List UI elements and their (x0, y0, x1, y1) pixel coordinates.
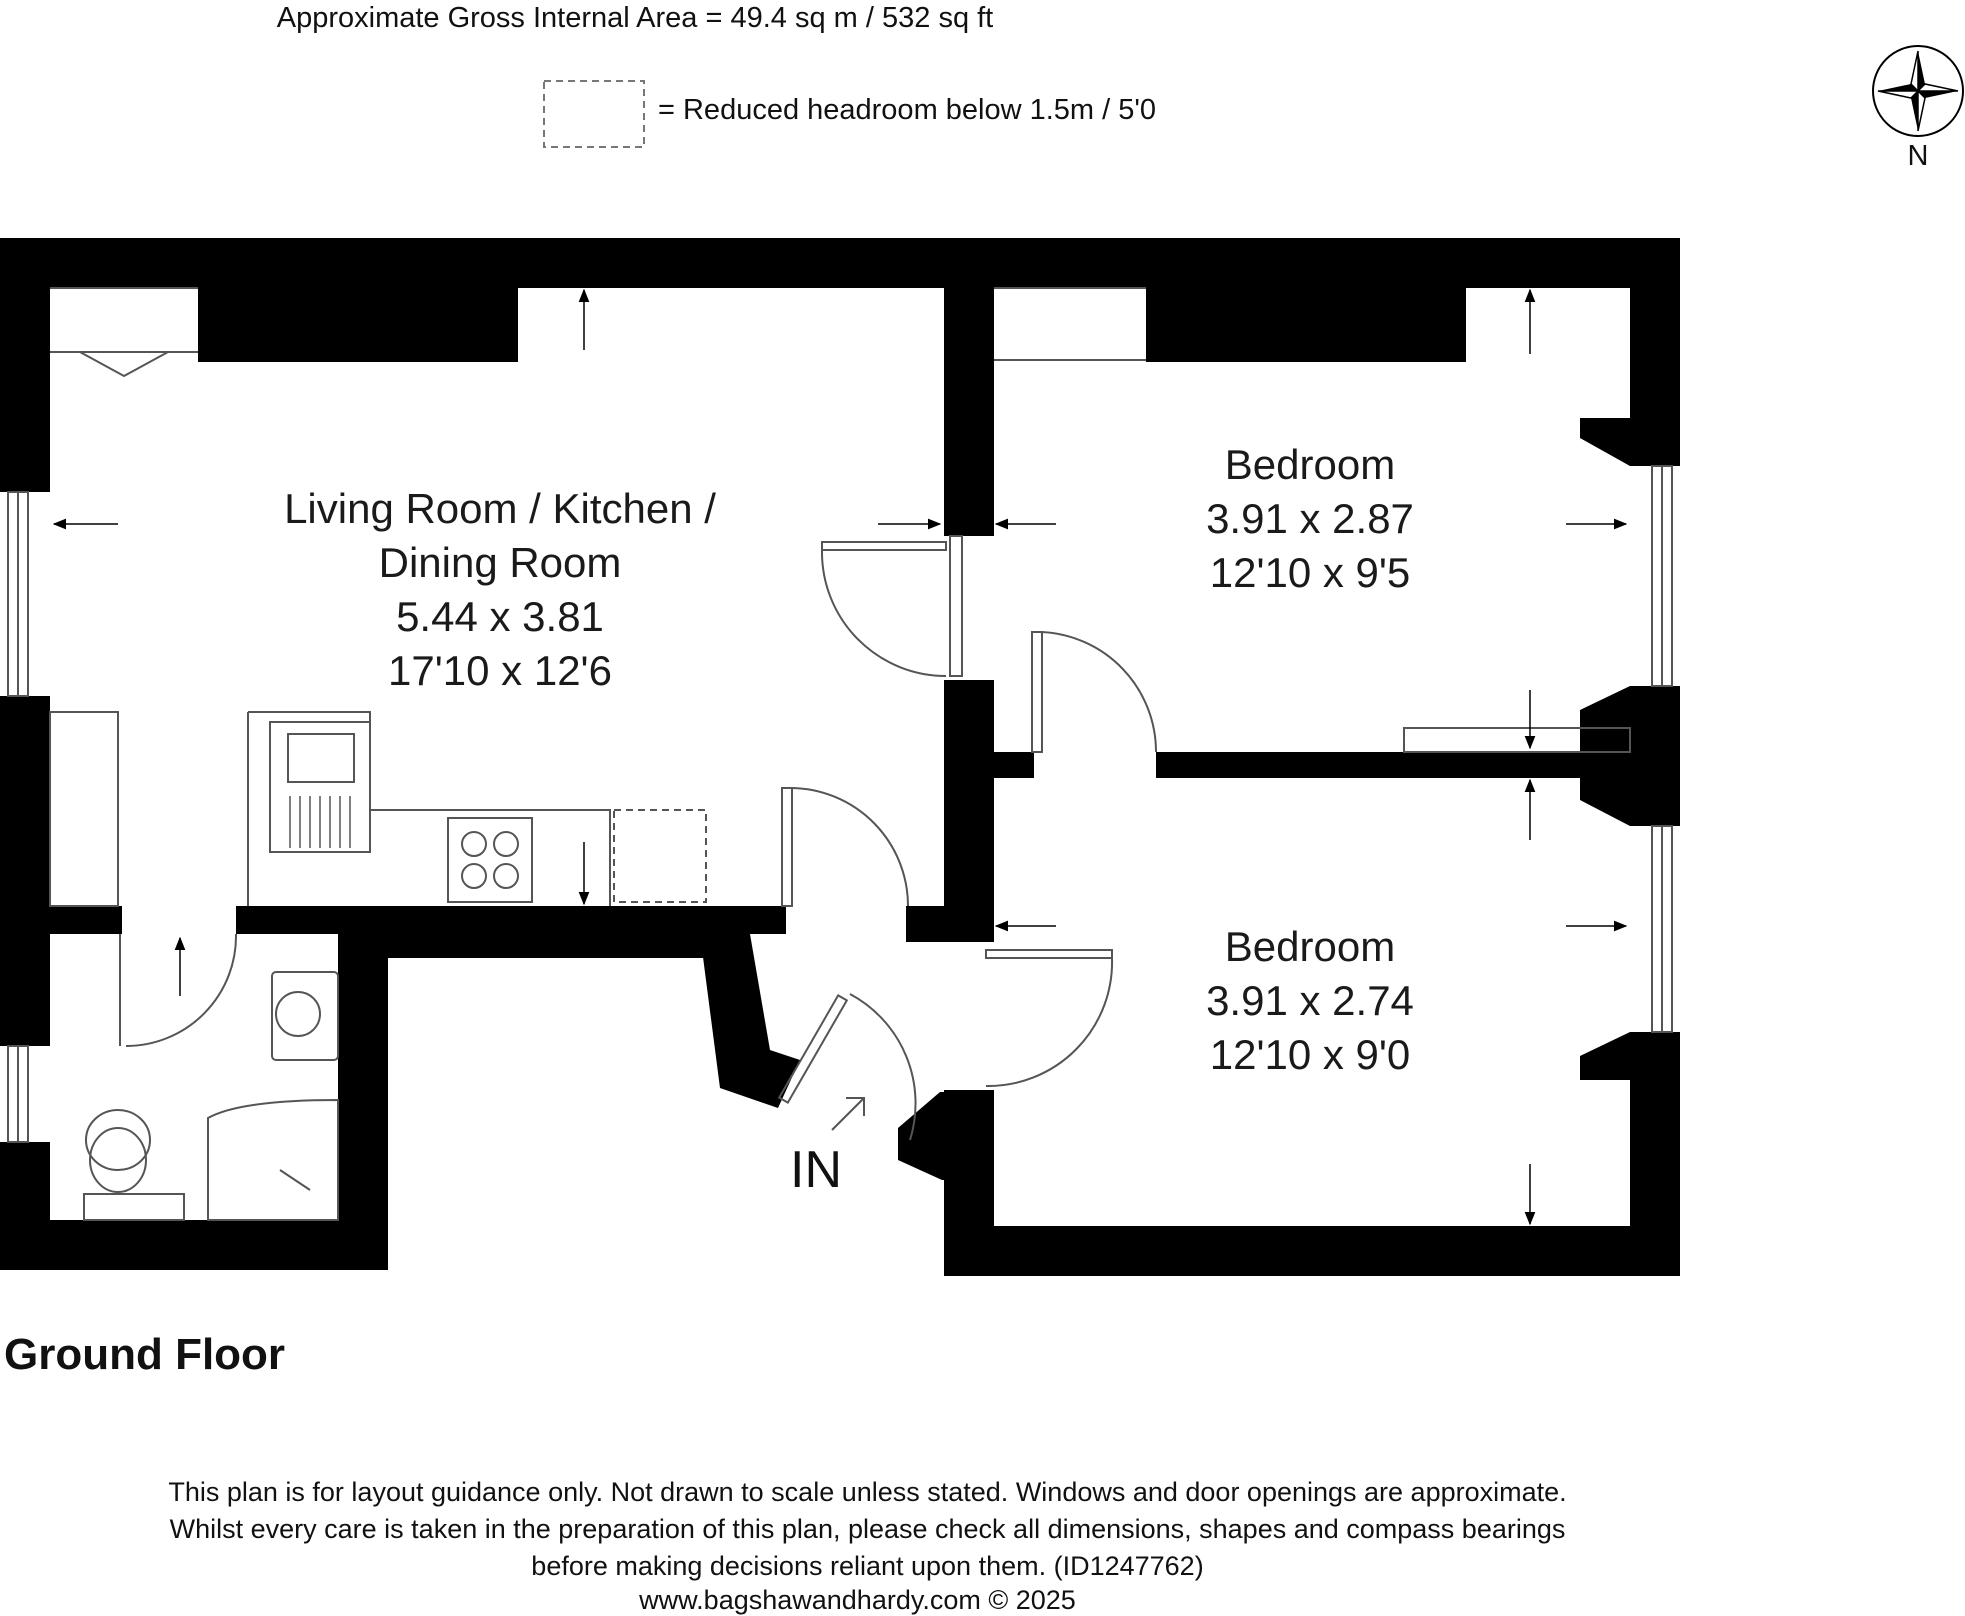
bedroom-2-metric: 3.91 x 2.74 (1206, 977, 1414, 1024)
gross-internal-area: Approximate Gross Internal Area = 49.4 sq m / 532 sq ft (276, 2, 994, 34)
bedroom-2-label (1160, 920, 1460, 1082)
living-room-label (240, 482, 760, 698)
bedroom-1-metric: 3.91 x 2.87 (1206, 495, 1414, 542)
legend-dashed-box (544, 81, 644, 147)
bedroom-2-name: Bedroom (1224, 923, 1396, 970)
bedroom-1-label (1160, 438, 1460, 600)
entrance-label: IN (790, 1141, 842, 1199)
walls (0, 238, 1680, 1276)
living-room-name-line2: Dining Room (378, 539, 622, 586)
footer-url: www.bagshawandhardy.com © 2025 (639, 1585, 1076, 1615)
compass-north-label: N (1907, 140, 1929, 172)
bedroom-1-imperial: 12'10 x 9'5 (1209, 549, 1411, 596)
bedroom-1-name: Bedroom (1224, 441, 1396, 488)
disclaimer-line-1: This plan is for layout guidance only. Not drawn to scale unless stated. Windows and door openings are approximate. (168, 1477, 1567, 1507)
bedroom-2-imperial: 12'10 x 9'0 (1209, 1031, 1411, 1078)
living-room-imperial: 17'10 x 12'6 (388, 647, 612, 694)
entrance-arrow-icon (832, 1098, 864, 1130)
living-room-name-line1: Living Room / Kitchen / (284, 485, 716, 532)
disclaimer (0, 1474, 1735, 1585)
disclaimer-line-3: before making decisions reliant upon them. (ID1247762) (531, 1551, 1204, 1581)
disclaimer-line-2: Whilst every care is taken in the preparation of this plan, please check all dimensions, shapes and compass bearings (169, 1514, 1566, 1544)
headroom-legend-label: = Reduced headroom below 1.5m / 5'0 (658, 94, 1157, 126)
compass-rose-icon (1873, 46, 1963, 136)
floor-title: Ground Floor (4, 1330, 286, 1379)
living-room-metric: 5.44 x 3.81 (396, 593, 604, 640)
